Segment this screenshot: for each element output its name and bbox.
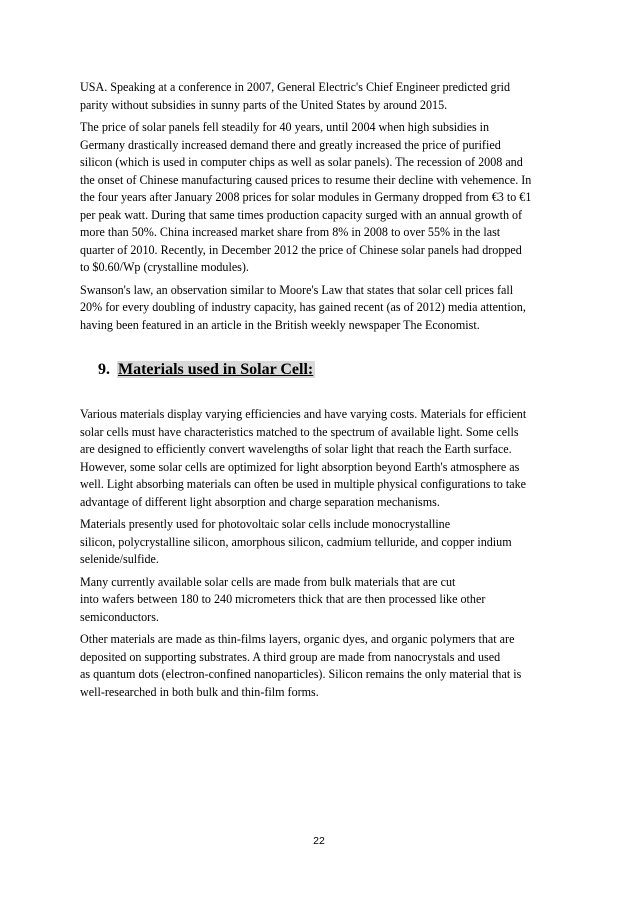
text-line: advantage of different light absorption and charge separation mechanisms. [80, 494, 440, 509]
section-title: Materials used in Solar Cell: [118, 361, 314, 378]
text-line: per peak watt. During that same times production capacity surged with an annual growth of [80, 207, 523, 222]
text-line: into wafers between 180 to 240 micrometers thick that are then processed like other [80, 592, 486, 606]
page-number: 22 [313, 835, 325, 847]
text-line: silicon, polycrystalline silicon, amorphous silicon, cadmium telluride, and copper indium [80, 534, 512, 549]
text-line: are designed to efficiently convert wavelengths of solar light that reach the Earth surface. [80, 442, 512, 456]
text-line: well. Light absorbing materials can often be used in multiple physical configurations to take [80, 477, 527, 491]
top-text-section [80, 79, 560, 334]
text-line: the four years after January 2008 prices for solar modules in Germany dropped from €3 to €1 [80, 190, 532, 204]
text-line: selenide/sulfide. [80, 552, 159, 566]
text-line: silicon (which is used in computer chips as well as solar panels). The recession of 2008 and [80, 155, 523, 169]
paragraph-grid-parity [80, 79, 560, 114]
text-line: more than 50%. China increased market share from 8% in 2008 to over 55% in the last [80, 225, 501, 239]
text-line: Swanson's law, an observation similar to Moore's Law that states that solar cell prices fall [80, 282, 514, 297]
paragraph-material-efficiencies [80, 406, 560, 511]
text-line: parity without subsidies in sunny parts of the United States by around 2015. [80, 97, 448, 112]
text-line: having been featured in an article in the British weekly newspaper The Economist. [80, 317, 480, 332]
page-content [80, 79, 560, 706]
text-line: to $0.60/Wp (crystalline modules). [80, 260, 249, 274]
paragraph-thin-films [80, 631, 560, 701]
text-line: deposited on supporting substrates. A third group are made from nanocrystals and used [80, 649, 501, 664]
text-line: quarter of 2010. Recently, in December 2012 the price of Chinese solar panels had dropped [80, 242, 522, 257]
text-line: as quantum dots (electron-confined nanoparticles). Silicon remains the only material that is [80, 667, 522, 681]
text-line: Various materials display varying efficiencies and have varying costs. Materials for efficient [80, 407, 527, 421]
text-line: Materials presently used for photovoltaic solar cells include monocrystalline [80, 517, 451, 531]
paragraph-swansons-law [80, 282, 560, 335]
text-line: Other materials are made as thin-films layers, organic dyes, and organic polymers that are [80, 632, 515, 646]
text-line: However, some solar cells are optimized for light absorption beyond Earth's atmosphere as [80, 459, 520, 474]
text-line: solar cells must have characteristics matched to the spectrum of available light. Some cells [80, 424, 519, 439]
paragraph-present-materials [80, 516, 560, 569]
text-line: USA. Speaking at a conference in 2007, General Electric's Chief Engineer predicted grid [80, 80, 511, 94]
paragraph-solar-prices [80, 119, 560, 277]
paragraph-bulk-materials [80, 574, 560, 627]
bottom-text-section [80, 406, 560, 701]
text-line: semiconductors. [80, 609, 159, 624]
text-line: Germany drastically increased demand there and greatly increased the price of purified [80, 137, 501, 152]
section-number: 9. [98, 361, 110, 378]
text-line: the onset of Chinese manufacturing caused prices to resume their decline with vehemence. In [80, 172, 532, 187]
text-line: well-researched in both bulk and thin-film forms. [80, 684, 319, 699]
section-heading [98, 360, 560, 380]
text-line: Many currently available solar cells are made from bulk materials that are cut [80, 574, 456, 589]
text-line: 20% for every doubling of industry capacity, has gained recent (as of 2012) media attention, [80, 300, 526, 314]
text-line: The price of solar panels fell steadily for 40 years, until 2004 when high subsidies in [80, 120, 490, 134]
